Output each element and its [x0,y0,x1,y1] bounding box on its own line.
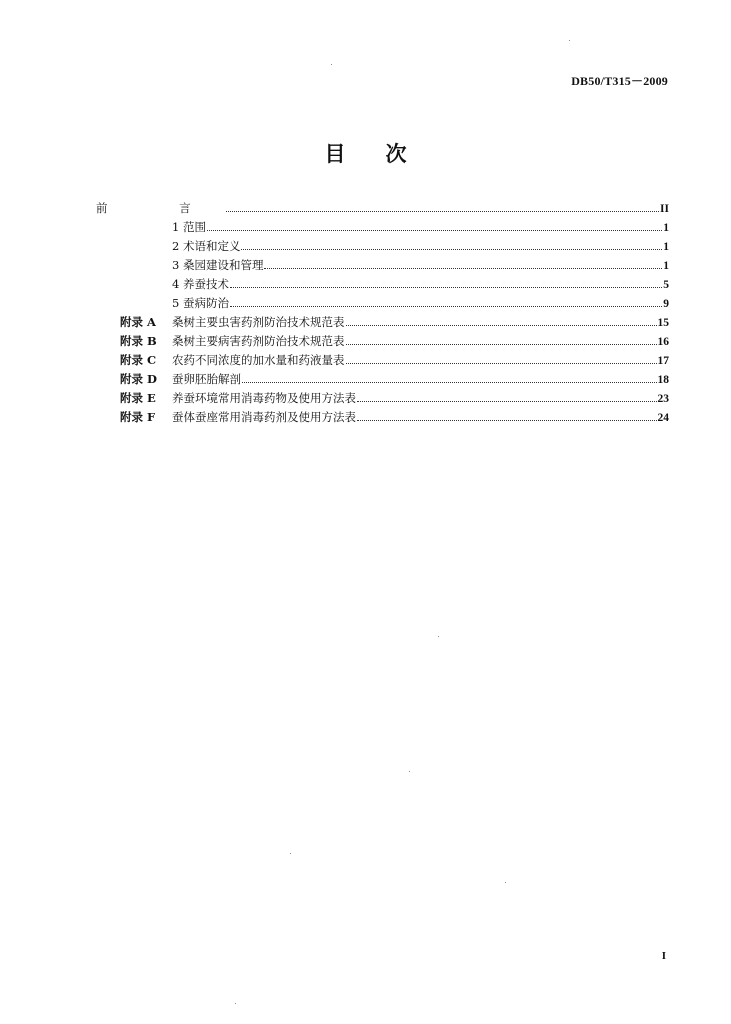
appendix-prefix: 附录 D [120,372,157,386]
toc-entry-label: 4 养蚕技术 [172,277,229,291]
toc-entry-label: 前 言 [96,201,225,215]
toc-entry-label: 蚕卵胚胎解剖 [172,372,241,386]
toc-entry-page: 5 [663,279,669,291]
toc-entry-page: 1 [663,222,669,234]
toc-entry-label: 3 桑园建设和管理 [172,258,264,272]
appendix-prefix: 附录 B [120,334,157,348]
document-code: DB50/T315－2009 [571,74,668,88]
toc-entry-label: 桑树主要病害药剂防治技术规范表 [172,334,345,348]
toc-entry-label: 农药不同浓度的加水量和药液量表 [172,353,345,367]
dot-leader [346,352,657,364]
toc-entry-label: 桑树主要虫害药剂防治技术规范表 [172,315,345,329]
dot-leader [241,238,662,250]
toc-entry-label: 1 范围 [172,220,206,234]
toc-entry-page: 17 [657,355,669,367]
toc-entry-appendix-c[interactable] [120,352,669,368]
toc-entry-page: 24 [657,412,669,424]
toc-entry-label: 养蚕环境常用消毒药物及使用方法表 [172,391,356,405]
dot-leader [207,219,662,231]
toc-entry-page: 9 [663,298,669,310]
toc-entry-page: 1 [663,260,669,272]
toc-entry-chapter-5[interactable] [172,295,669,311]
toc-entry-label: 5 蚕病防治 [172,296,229,310]
toc-entry-appendix-a[interactable] [120,314,669,330]
appendix-prefix: 附录 F [120,410,156,424]
toc-entry-page: 1 [663,241,669,253]
dot-leader [230,276,662,288]
toc-entry-label: 2 术语和定义 [172,239,241,253]
appendix-prefix: 附录 C [120,353,157,367]
toc-entry-chapter-1[interactable] [172,219,669,235]
toc-entry-chapter-4[interactable] [172,276,669,292]
scan-speck [290,853,291,854]
toc-entry-page: 16 [657,336,669,348]
scan-speck [235,1003,236,1004]
toc-entry-chapter-2[interactable] [172,238,669,254]
dot-leader [346,333,657,345]
dot-leader [346,314,657,326]
scan-speck [505,882,506,883]
toc-entry-appendix-d[interactable] [120,371,669,387]
toc-entry-appendix-f[interactable] [120,409,669,425]
scan-speck [569,40,570,41]
dot-leader [357,390,657,402]
toc-title: 目次 [324,142,447,166]
toc-entry-label: 蚕体蚕座常用消毒药剂及使用方法表 [172,410,356,424]
appendix-prefix: 附录 A [120,315,156,329]
dot-leader [230,295,662,307]
toc-entry-appendix-b[interactable] [120,333,669,349]
toc-entry-page: 18 [657,374,669,386]
toc-entry-page: 15 [657,317,669,329]
toc-entry-chapter-3[interactable] [172,257,669,273]
dot-leader [242,371,657,383]
scan-speck [331,64,332,65]
page-number: I [661,950,666,962]
scan-speck [438,636,439,637]
scan-speck [409,771,410,772]
toc-entry-foreword[interactable] [96,200,669,216]
dot-leader [357,409,657,421]
dot-leader [226,200,659,212]
toc-entry-page: II [660,203,669,215]
toc-entry-page: 23 [657,393,669,405]
dot-leader [264,257,662,269]
appendix-prefix: 附录 E [120,391,156,405]
toc-entry-appendix-e[interactable] [120,390,669,406]
